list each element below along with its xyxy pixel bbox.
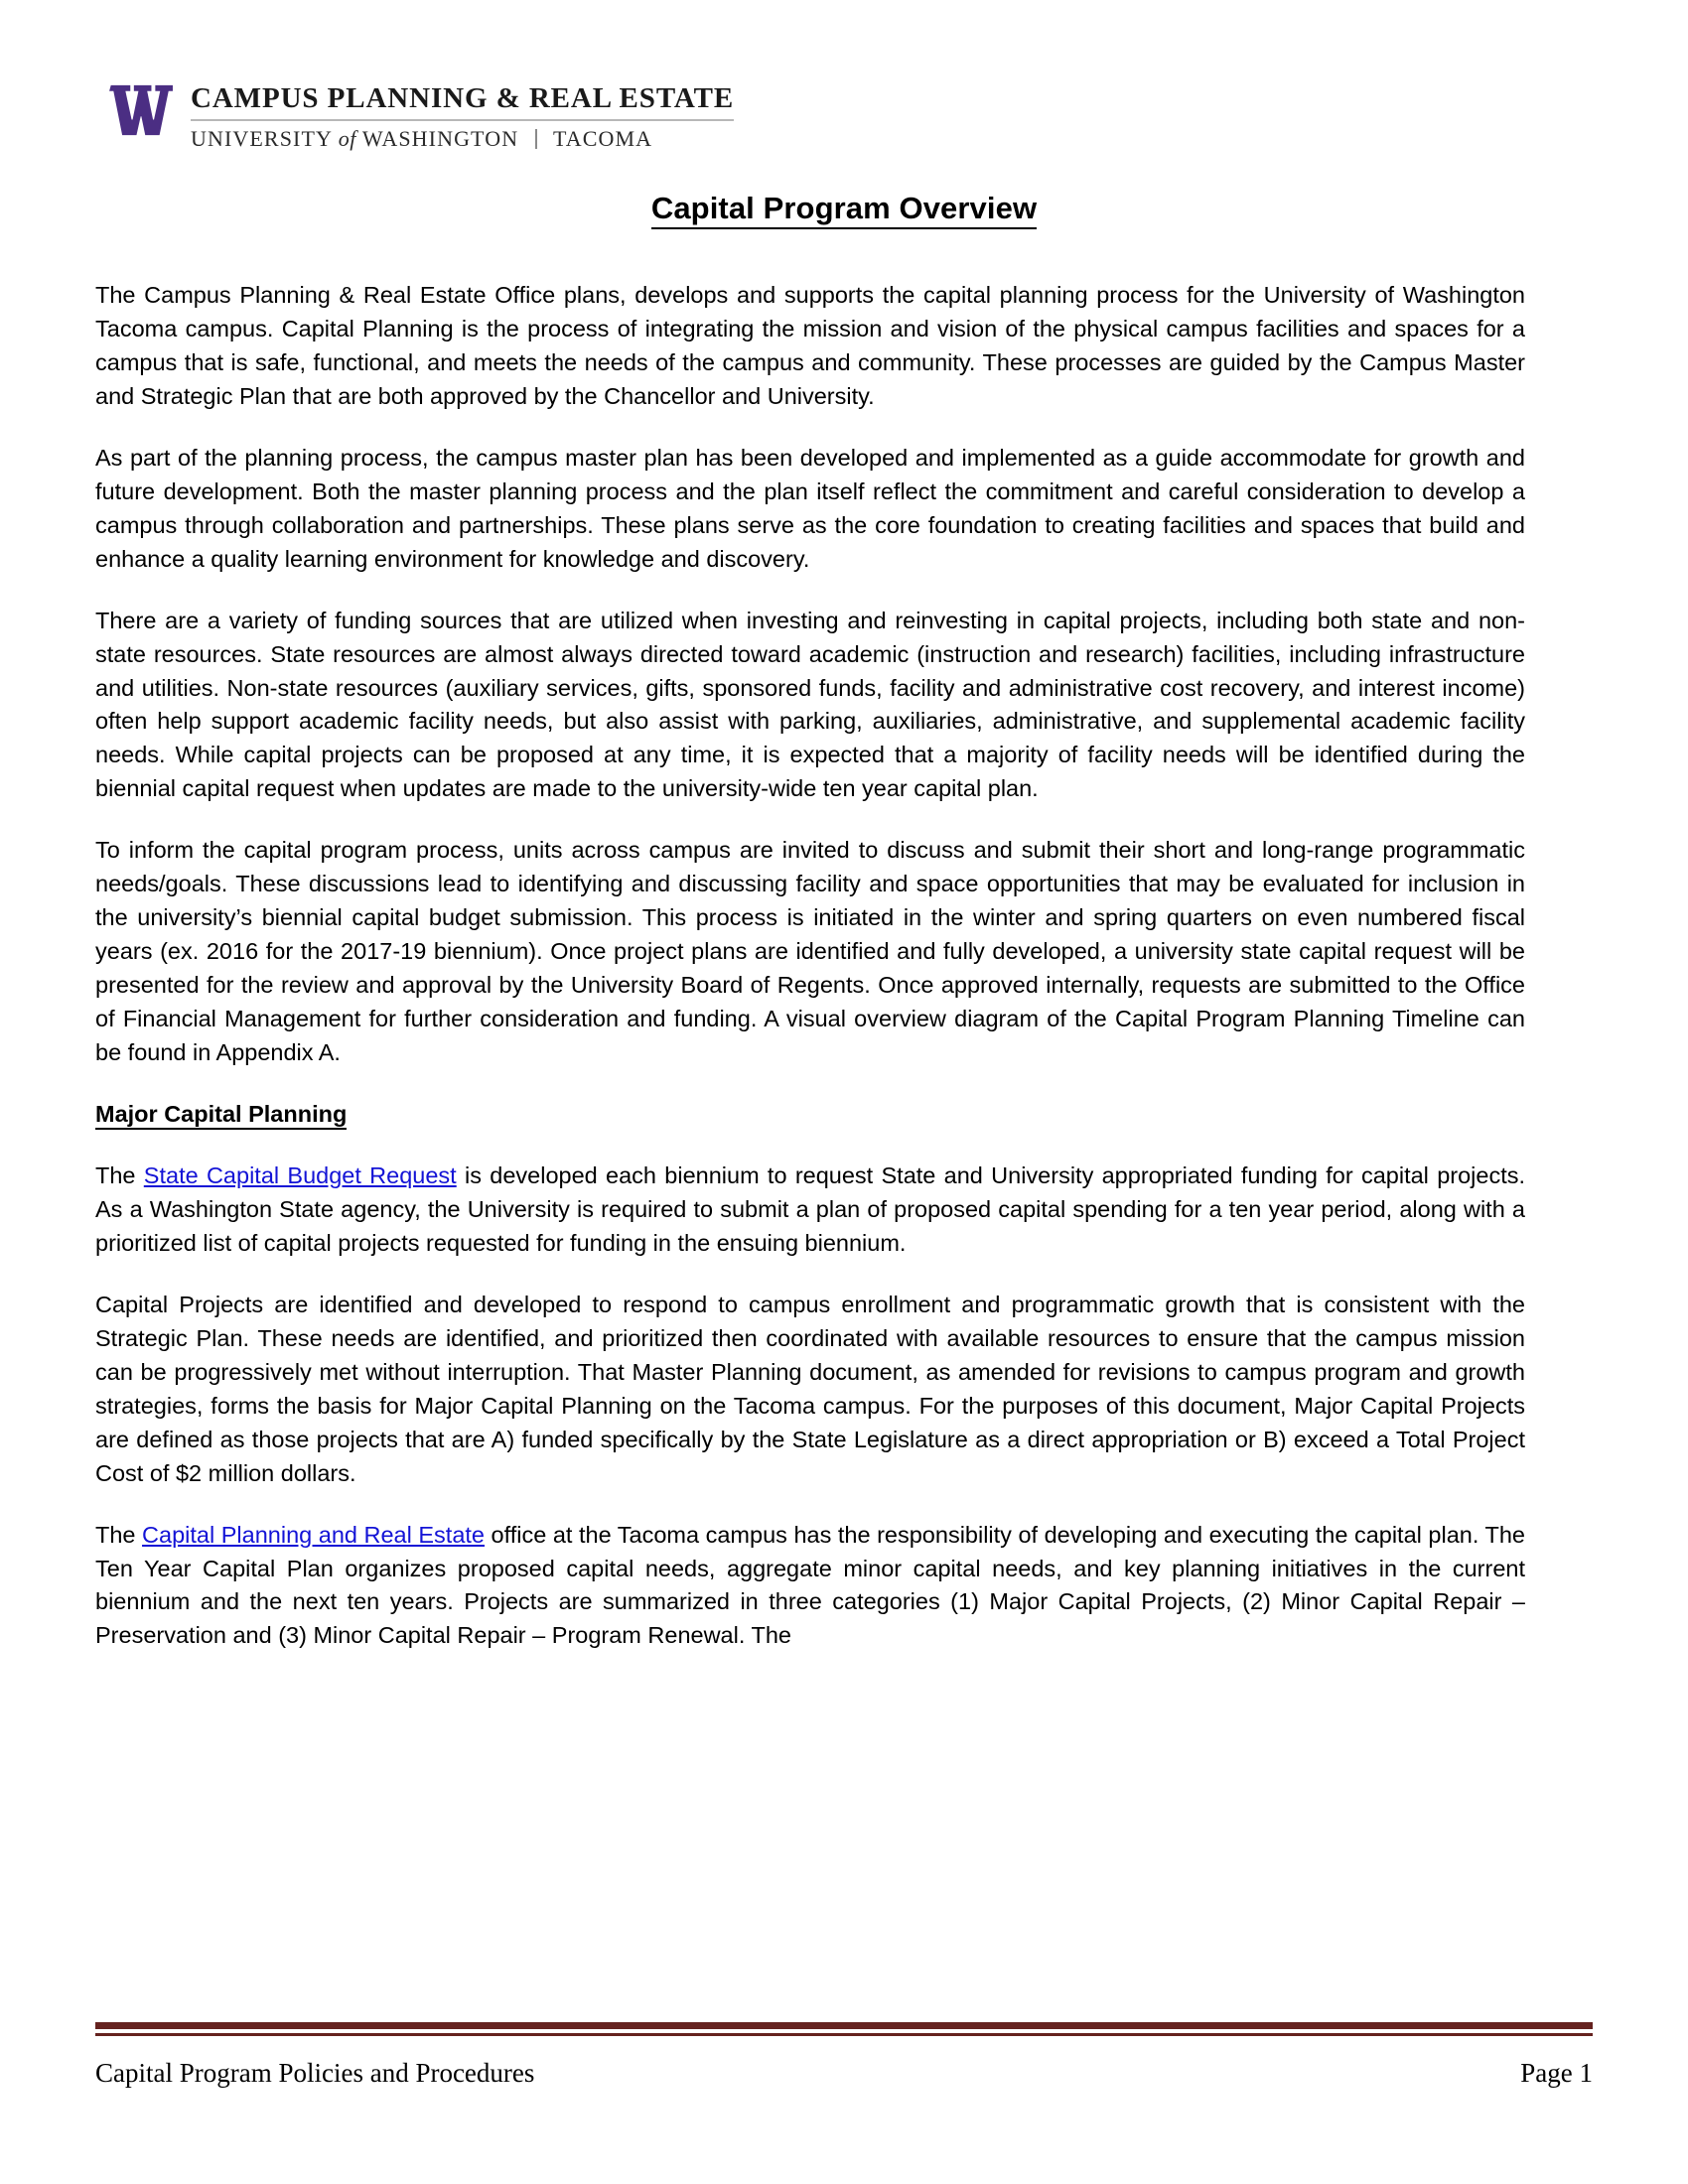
paragraph-funding-sources: There are a variety of funding sources that are utilized when investing and reinvesting in capital projects, including both state and non-state resources. State resources are almost always directed toward academic (instruction and research) facilities, including infrastructure and utilities. Non-state resources (auxiliary services, gifts, sponsored funds, facility and administrative cost recovery, and interest income) often help support academic facility needs, but also assist with parking, auxiliaries, administrative, and supplemental academic facility needs. While capital projects can be proposed at any time, it is expected that a majority of facility needs will be identified during the biennial capital request when updates are made to the university-wide ten year capital plan. [95,607,1525,802]
paragraph-master-plan: As part of the planning process, the campus master plan has been developed and implemented as a guide accommodate for growth and future development. Both the master planning process and the plan itself reflect the commitment and careful consideration to develop a campus through collaboration and partnerships. These plans serve as the core foundation to creating facilities and spaces that build and enhance a quality learning environment for knowledge and discovery. [95,444,1525,572]
link-state-capital-budget-request[interactable]: State Capital Budget Request [143,1161,457,1188]
logo-divider-rule [191,119,734,121]
text-after-link: office at the Tacoma campus has the responsibility of developing and executing the capital plan. The Ten Year Capital Plan organizes proposed capital needs, aggregate minor capital needs, and key planning initiatives in the current biennium and the next ten years. Projects are summarized in three categories (1) Major Capital Projects, (2) Minor Capital Repair – Preservation and (3) Minor Capital Repair – Program Renewal. The [95,1521,1525,1649]
link-capital-planning-and-real-estate[interactable]: Capital Planning and Real Estate [142,1521,486,1548]
footer-content-row [95,2058,1593,2089]
document-footer [95,2022,1593,2089]
document-body [95,279,1525,1653]
footer-page-number: Page 1 [1520,2058,1593,2088]
footer-rule-thin [95,2033,1593,2036]
logo-university-word: UNIVERSITY [191,126,333,152]
page-title [0,191,1688,226]
paragraph-state-capital-budget-request [95,1160,1525,1261]
page-title-text: Capital Program Overview [651,191,1037,229]
logo-of-word: of [338,126,356,152]
section-heading-text: Major Capital Planning [95,1101,347,1130]
logo-washington-word: WASHINGTON [361,126,519,152]
uw-w-logo-icon [109,81,175,141]
logo-campus-word: TACOMA [553,126,653,152]
paragraph-capital-planning-office [95,1519,1525,1654]
text-before-link: The [95,1161,144,1188]
logo-vertical-divider [535,129,537,149]
paragraph-intro: The Campus Planning & Real Estate Office plans, develops and supports the capital planning process for the University of Washington Tacoma campus. Capital Planning is the process of integrating the mission and vision of the physical campus facilities and spaces for a campus that is safe, functional, and meets the needs of the campus and community. These processes are guided by the Campus Master and Strategic Plan that are both approved by the Chancellor and University. [95,282,1525,409]
text-after-link: is developed each biennium to request State and University appropriated funding for capital projects. As a Washington State agency, the University is required to submit a plan of proposed capital spending for a ten year period, along with a prioritized list of capital projects requested for funding in the ensuing biennium. [95,1161,1526,1256]
footer-document-name: Capital Program Policies and Procedures [95,2058,535,2088]
paragraph-program-process: To inform the capital program process, units across campus are invited to discuss and submit their short and long-range programmatic needs/goals. These discussions lead to identifying and discussing facility and space opportunities that may be evaluated for inclusion in the university’s biennial capital budget submission. This process is initiated in the winter and spring quarters on even numbered fiscal years (ex. 2016 for the 2017-19 biennium). Once project plans are identified and fully developed, a university state capital request will be presented for the review and approval by the University Board of Regents. Once approved internally, requests are submitted to the Office of Financial Management for further consideration and funding. A visual overview diagram of the Capital Program Planning Timeline can be found in Appendix A. [95,837,1525,1066]
logo-org-name: CAMPUS PLANNING & REAL ESTATE [191,82,735,114]
text-before-link: The [95,1521,143,1548]
footer-rule-thick [95,2022,1593,2029]
document-header [109,81,734,151]
logo-wordmark [191,81,734,151]
paragraph-capital-projects: Capital Projects are identified and developed to respond to campus enrollment and programmatic growth that is consistent with the Strategic Plan. These needs are identified, and prioritized then coordinated with available resources to ensure that the campus mission can be progressively met without interruption. That Master Planning document, as amended for revisions to campus program and growth strategies, forms the basis for Major Capital Planning on the Tacoma campus. For the purposes of this document, Major Capital Projects are defined as those projects that are A) funded specifically by the State Legislature as a direct appropriation or B) exceed a Total Project Cost of $2 million dollars. [95,1291,1525,1486]
section-heading-major-capital-planning [95,1098,1525,1132]
logo-university-line [191,127,734,150]
